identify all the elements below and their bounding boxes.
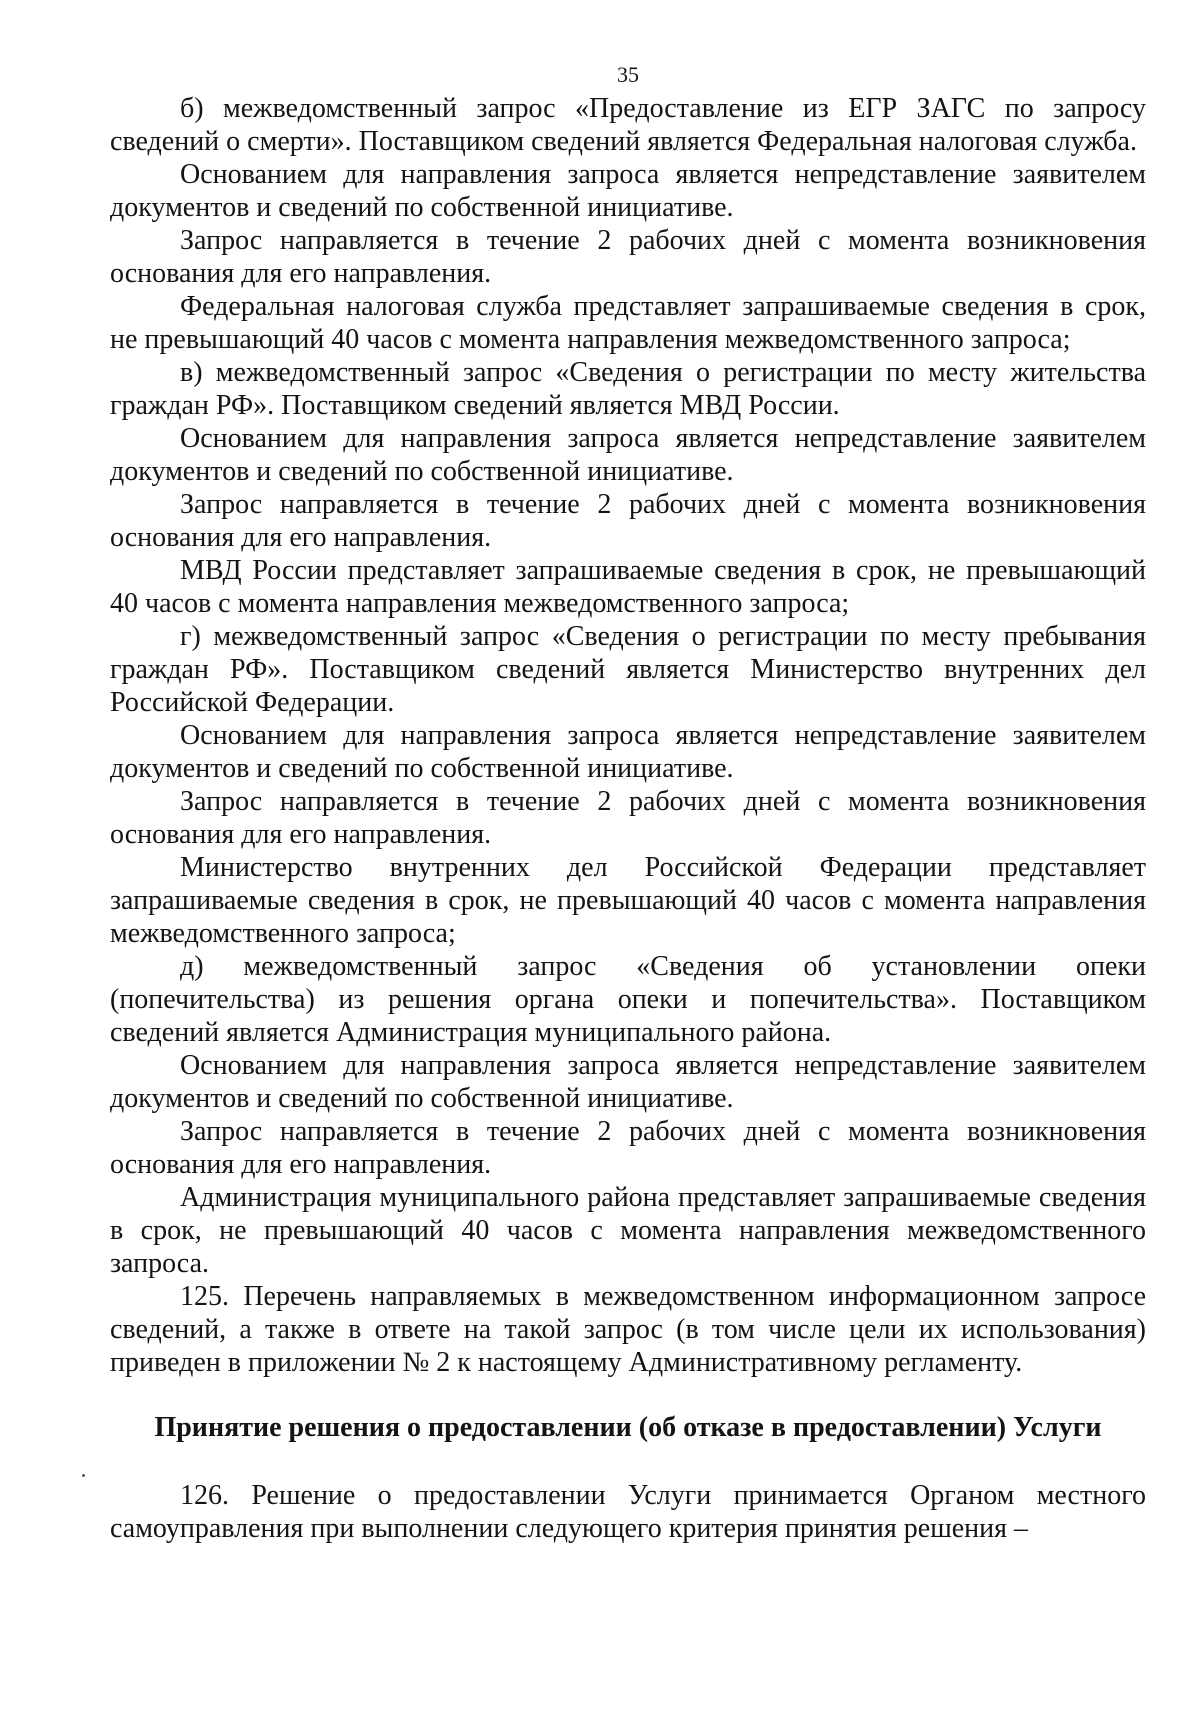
document-page	[110, 62, 1146, 1545]
paragraph: Основанием для направления запроса является непредставление заявителем документов и сведений по собственной инициативе.	[110, 1050, 1146, 1114]
scan-speck	[82, 1474, 85, 1477]
paragraph: Запрос направляется в течение 2 рабочих дней с момента возникновения основания для его направления.	[110, 489, 1146, 553]
paragraph: 126. Решение о предоставлении Услуги принимается Органом местного самоуправления при выполнении следующего критерия принятия решения –	[110, 1480, 1146, 1544]
paragraph: Основанием для направления запроса является непредставление заявителем документов и сведений по собственной инициативе.	[110, 720, 1146, 784]
paragraph: Федеральная налоговая служба представляет запрашиваемые сведения в срок, не превышающий 40 часов с момента направления межведомственного запроса;	[110, 291, 1146, 355]
section-heading: Принятие решения о предоставлении (об отказе в предоставлении) Услуги	[154, 1412, 1102, 1443]
paragraph: Запрос направляется в течение 2 рабочих дней с момента возникновения основания для его направления.	[110, 225, 1146, 289]
paragraph: Запрос направляется в течение 2 рабочих дней с момента возникновения основания для его направления.	[110, 786, 1146, 850]
paragraph: МВД России представляет запрашиваемые сведения в срок, не превышающий 40 часов с момента направления межведомственного запроса;	[110, 555, 1146, 619]
paragraph: Администрация муниципального района представляет запрашиваемые сведения в срок, не превышающий 40 часов с момента направления межведомственного запроса.	[110, 1182, 1146, 1279]
paragraph: в) межведомственный запрос «Сведения о регистрации по месту жительства граждан РФ». Поставщиком сведений является МВД России.	[110, 357, 1146, 421]
paragraph: г) межведомственный запрос «Сведения о регистрации по месту пребывания граждан РФ». Поставщиком сведений является Министерство внутренних дел Российской Федерации.	[110, 621, 1146, 718]
body-text-top	[110, 92, 1146, 1379]
paragraph: 125. Перечень направляемых в межведомственном информационном запросе сведений, а также в ответе на такой запрос (в том числе цели их использования) приведен в приложении № 2 к настоящему Административному регламенту.	[110, 1281, 1146, 1378]
paragraph: б) межведомственный запрос «Предоставление из ЕГР ЗАГС по запросу сведений о смерти». Поставщиком сведений является Федеральная налоговая служба.	[110, 93, 1146, 157]
paragraph: д) межведомственный запрос «Сведения об установлении опеки (попечительства) из решения органа опеки и попечительства». Поставщиком сведений является Администрация муниципального района.	[110, 951, 1146, 1048]
paragraph: Запрос направляется в течение 2 рабочих дней с момента возникновения основания для его направления.	[110, 1116, 1146, 1180]
page-number: 35	[617, 62, 639, 87]
paragraph: Основанием для направления запроса является непредставление заявителем документов и сведений по собственной инициативе.	[110, 423, 1146, 487]
paragraph: Министерство внутренних дел Российской Федерации представляет запрашиваемые сведения в срок, не превышающий 40 часов с момента направления межведомственного запроса;	[110, 852, 1146, 949]
paragraph: Основанием для направления запроса является непредставление заявителем документов и сведений по собственной инициативе.	[110, 159, 1146, 223]
body-text-bottom	[110, 1479, 1146, 1545]
